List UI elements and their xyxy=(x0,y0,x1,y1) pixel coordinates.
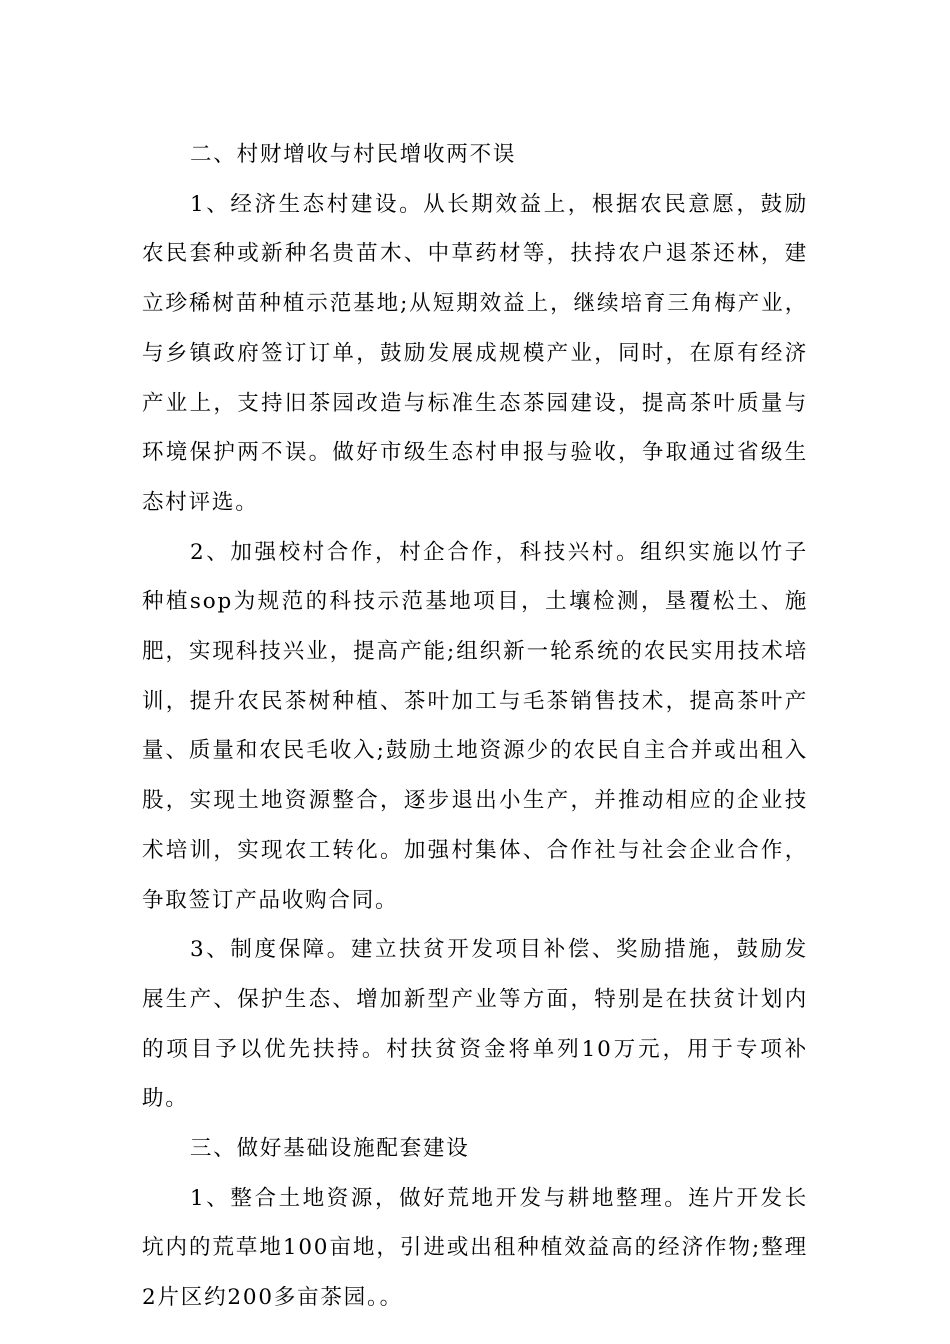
section-two-heading: 二、村财增收与村民增收两不误 xyxy=(190,142,517,167)
section-two-item-3: 3、制度保障。建立扶贫开发项目补偿、奖励措施，鼓励发展生产、保护生态、增加新型产业等方面，特别是在扶贫计划内的项目予以优先扶持。村扶贫资金将单列10万元，用于专项补助。 xyxy=(142,937,808,1112)
section-two-item-2: 2、加强校村合作，村企合作，科技兴村。组织实施以竹子种植sop为规范的科技示范基地项目，土壤检测，垦覆松土、施肥，实现科技兴业，提高产能;组织新一轮系统的农民实用技术培训，提升农民茶树种植、茶叶加工与毛茶销售技术，提高茶叶产量、质量和农民毛收入;鼓励土地资源少的农民自主合并或出租入股，实现土地资源整合，逐步退出小生产，并推动相应的企业技术培训，实现农工转化。加强村集体、合作社与社会企业合作，争取签订产品收购合同。 xyxy=(142,539,808,913)
section-two-item-1: 1、经济生态村建设。从长期效益上，根据农民意愿，鼓励农民套种或新种名贵苗木、中草药材等，扶持农户退茶还林，建立珍稀树苗种植示范基地;从短期效益上，继续培育三角梅产业，与乡镇政府签订订单，鼓励发展成规模产业，同时，在原有经济产业上，支持旧茶园改造与标准生态茶园建设，提高茶叶质量与环境保护两不误。做好市级生态村申报与验收，争取通过省级生态村评选。 xyxy=(142,191,808,515)
document-body xyxy=(142,130,808,1323)
section-three-heading: 三、做好基础设施配套建设 xyxy=(190,1136,470,1162)
section-three-item-1: 1、整合土地资源，做好荒地开发与耕地整理。连片开发长坑内的荒草地100亩地，引进或出租种植效益高的经济作物;整理2片区约200多亩茶园。。 xyxy=(142,1185,808,1311)
